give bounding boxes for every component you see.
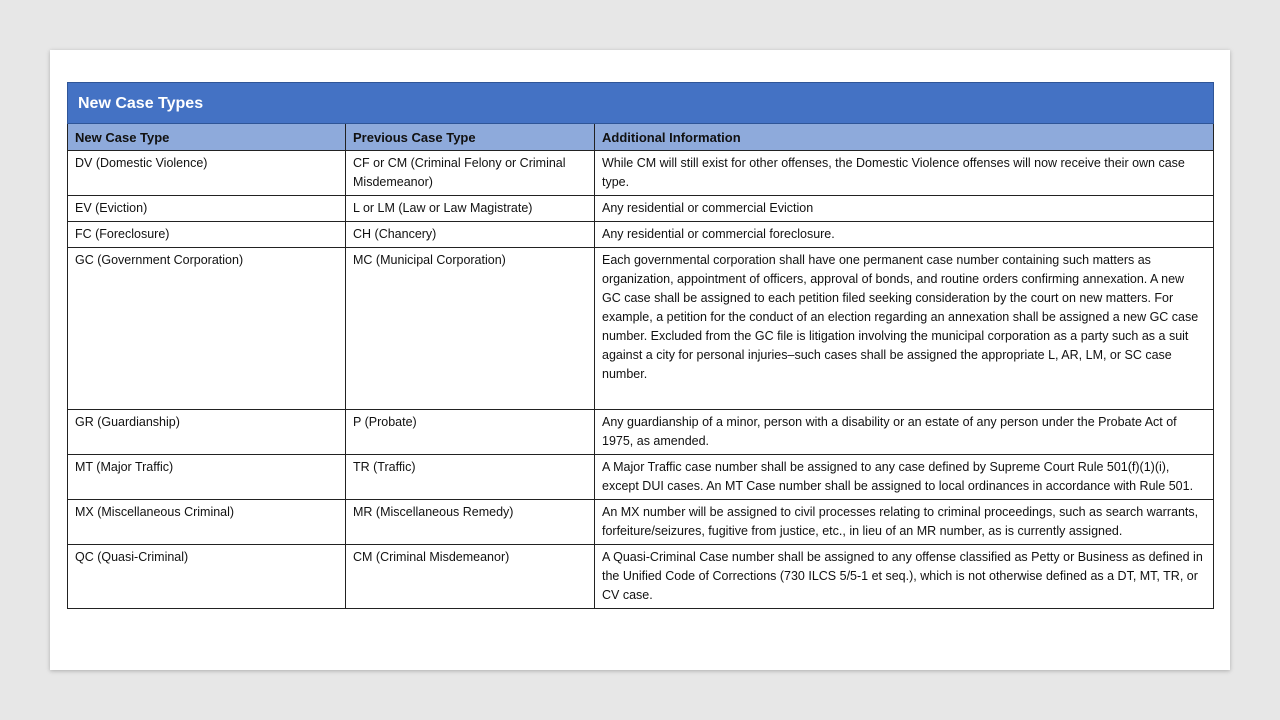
cell-new-case-type: GR (Guardianship) (68, 410, 346, 455)
header-additional-information: Additional Information (595, 124, 1214, 151)
table-row (68, 455, 1214, 500)
case-types-table (67, 82, 1214, 609)
slide (50, 50, 1230, 670)
table-title-row (68, 83, 1214, 124)
cell-new-case-type: FC (Foreclosure) (68, 222, 346, 248)
cell-additional-information: Any residential or commercial foreclosure. (595, 222, 1214, 248)
cell-previous-case-type: CH (Chancery) (346, 222, 595, 248)
cell-new-case-type: MX (Miscellaneous Criminal) (68, 500, 346, 545)
cell-additional-information: Each governmental corporation shall have one permanent case number containing such matters as organization, appointment of officers, approval of bonds, and routine orders confirming annexation. A new GC case shall be assigned to each petition filed seeking consideration by the court on new matters. For example, a petition for the conduct of an election regarding an annexation shall be assigned a new GC case number. Excluded from the GC file is litigation involving the municipal corporation as a party such as a suit against a city for personal injuries–such cases shall be assigned the appropriate L, AR, LM, or SC case number. (595, 248, 1214, 410)
cell-previous-case-type: CM (Criminal Misdemeanor) (346, 545, 595, 609)
cell-new-case-type: MT (Major Traffic) (68, 455, 346, 500)
cell-previous-case-type: MC (Municipal Corporation) (346, 248, 595, 410)
table-header-row (68, 124, 1214, 151)
table-row (68, 222, 1214, 248)
cell-new-case-type: GC (Government Corporation) (68, 248, 346, 410)
table-title: New Case Types (68, 83, 1214, 124)
cell-new-case-type: QC (Quasi-Criminal) (68, 545, 346, 609)
table-row (68, 196, 1214, 222)
table-row (68, 545, 1214, 609)
table-row (68, 500, 1214, 545)
cell-previous-case-type: MR (Miscellaneous Remedy) (346, 500, 595, 545)
cell-additional-information: While CM will still exist for other offenses, the Domestic Violence offenses will now receive their own case type. (595, 151, 1214, 196)
header-previous-case-type: Previous Case Type (346, 124, 595, 151)
cell-additional-information: Any residential or commercial Eviction (595, 196, 1214, 222)
cell-previous-case-type: CF or CM (Criminal Felony or Criminal Misdemeanor) (346, 151, 595, 196)
cell-new-case-type: DV (Domestic Violence) (68, 151, 346, 196)
header-new-case-type: New Case Type (68, 124, 346, 151)
cell-additional-information: A Quasi-Criminal Case number shall be assigned to any offense classified as Petty or Business as defined in the Unified Code of Corrections (730 ILCS 5/5-1 et seq.), which is not otherwise defined as a DT, MT, TR, or CV case. (595, 545, 1214, 609)
cell-new-case-type: EV (Eviction) (68, 196, 346, 222)
cell-previous-case-type: TR (Traffic) (346, 455, 595, 500)
cell-previous-case-type: L or LM (Law or Law Magistrate) (346, 196, 595, 222)
cell-additional-information: Any guardianship of a minor, person with a disability or an estate of any person under the Probate Act of 1975, as amended. (595, 410, 1214, 455)
cell-additional-information: An MX number will be assigned to civil processes relating to criminal proceedings, such as search warrants, forfeiture/seizures, fugitive from justice, etc., in lieu of an MR number, as is currently assigned. (595, 500, 1214, 545)
table-row (68, 151, 1214, 196)
table-row (68, 410, 1214, 455)
table-row (68, 248, 1214, 410)
cell-additional-information: A Major Traffic case number shall be assigned to any case defined by Supreme Court Rule 501(f)(1)(i), except DUI cases. An MT Case number shall be assigned to local ordinances in accordance with Rule 501. (595, 455, 1214, 500)
cell-previous-case-type: P (Probate) (346, 410, 595, 455)
